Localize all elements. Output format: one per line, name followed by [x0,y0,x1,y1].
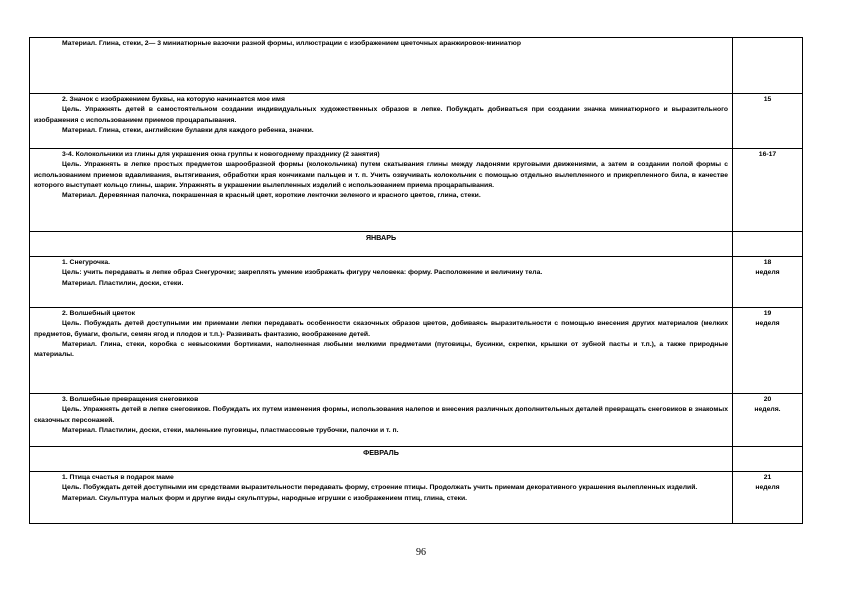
table-row [30,394,803,447]
week-unit: неделя [755,320,780,327]
materials-text: Материал. Глина, стеки, английские булавки для каждого ребенка, значки. [62,126,314,134]
week-number: 16-17 [733,149,803,232]
week-cell [733,394,803,447]
lesson-description [30,94,733,149]
materials-text: Материал. Пластилин, доски, стеки. [62,279,184,287]
lesson-title: 3-4. Колокольчики из глины для украшения окна группы к новогоднему празднику (2 занятия) [62,151,380,158]
table-row [30,308,803,394]
week-unit: неделя. [754,406,781,413]
week-cell [733,472,803,524]
goal-text: Цель. Упражнять детей в самостоятельном создании индивидуальных художественных образов в лепке. Побуждать добиваться при создании значка миниатюрного и выразительного изображения с использованием приемов процарапывания. [34,106,728,124]
materials-text: Материал. Глина, стеки, 2— 3 миниатюрные вазочки разной формы, иллюстрации с изображением цветочных аранжировок-миниатюр [62,40,521,47]
goal-text: Цель. Побуждать детей доступными им средствами выразительности передавать форму, строение птицы. Продолжать учить приемам декоративного украшения вылепленных изделий. [62,484,698,492]
week-number: 20 [763,396,772,403]
materials-text: Материал. Деревянная палочка, покрашенная в красный цвет, короткие ленточки зеленого и красного цветов, глина, стеки. [62,192,481,200]
month-title: ФЕВРАЛЬ [30,447,733,472]
lesson-description [30,308,733,394]
lesson-description [30,394,733,447]
goal-text: Цель. Упражнять детей в лепке снеговиков. Побуждать их путем изменения формы, использования налепов и внесения различных дополнительных деталей превращать снеговиков в знакомых сказочных персонажей. [34,406,728,424]
goal-text: Цель. Упражнять в лепке простых предметов шарообразной формы (колокольчика) путем скатывания глины между ладонями круговыми движениями, а затем в создании полой формы с использованием приемов вдавливания, вытягивания, обработки края кончиками пальцев и т. п. Учить озвучивать колокольчик с помощью отдельно вылепленного и прикрепленного била, в качестве которого выступает кольцо глины, шарик. Упражнять в украшении вылепленных изделий с использованием приема процарапывания. [34,161,728,189]
month-header-row [30,447,803,472]
materials-text: Материал. Скульптура малых форм и другие виды скульптуры, народные игрушки с изображением птиц, глина, стеки. [62,494,468,502]
lesson-title: 1. Птица счастья в подарок маме [62,474,174,481]
month-header-row [30,232,803,257]
month-title: ЯНВАРЬ [30,232,733,257]
table-row [30,94,803,149]
week-number: 19 [763,310,772,317]
table-row [30,257,803,308]
lesson-title: 2. Волшебный цветок [62,310,136,317]
week-unit: неделя [755,269,780,276]
table-row [30,38,803,94]
week-unit: неделя [755,484,780,491]
week-number: 15 [733,94,803,149]
lesson-description [30,257,733,308]
week-cell [733,257,803,308]
table-row [30,149,803,232]
goal-text: Цель. Побуждать детей доступными им приемами лепки передавать особенности сказочных образов цветов, добиваясь выразительности с помощью внесения других материалов (мелких предметов, бумаги, фольги, семян ягод и плодов и т.п.)- Развивать фантазию, воображение детей. [34,320,728,338]
goal-text: Цель: учить передавать в лепке образ Снегурочки; закреплять умение изображать фигуру человека: форму. Расположение и величину тела. [62,269,543,277]
week-number [733,38,803,94]
lesson-plan-table [29,37,803,524]
lesson-description [30,472,733,524]
week-cell [733,308,803,394]
lesson-title: 1. Снегурочка. [62,259,111,266]
lesson-title: 3. Волшебные превращения снеговиков [62,396,199,403]
lesson-description [30,149,733,232]
page-number: 96 [416,547,426,558]
materials-text: Материал. Пластилин, доски, стеки, маленькие пуговицы, пластмассовые трубочки, палочки и т. п. [62,426,399,434]
table-row [30,472,803,524]
month-header-empty-cell [733,447,803,472]
materials-text: Материал. Глина, стеки, коробка с невысокими бортиками, наполненная любыми мелкими предметами (пуговицы, бусинки, скрепки, крышки от зубной пасты и т.п.), а также природные материалы. [34,340,728,359]
week-number: 21 [763,474,772,481]
lesson-description [30,38,733,94]
lesson-title: 2. Значок с изображением буквы, на которую начинается мое имя [62,96,285,103]
month-header-empty-cell [733,232,803,257]
week-number: 18 [763,259,772,266]
